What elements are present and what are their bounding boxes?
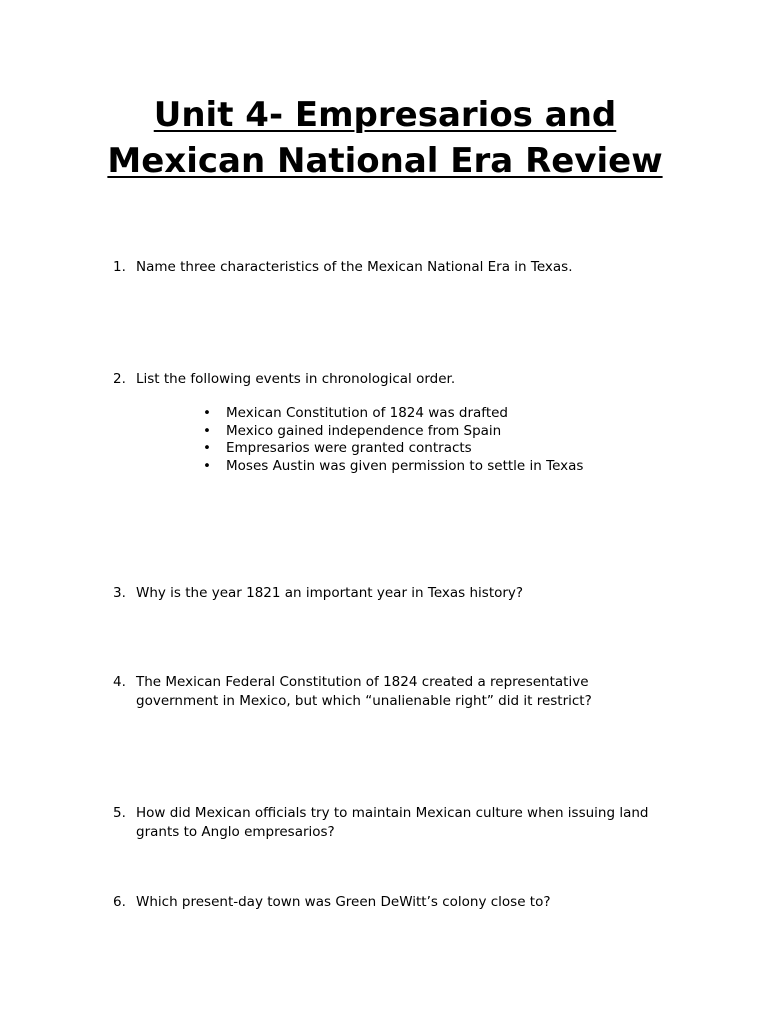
- question-text: Why is the year 1821 an important year in Texas history?: [136, 585, 524, 601]
- list-item: [200, 423, 620, 441]
- question-number: 6.: [113, 894, 126, 910]
- event-text: Mexican Constitution of 1824 was drafted: [226, 405, 508, 421]
- title-line-2: Mexican National Era Review: [107, 141, 663, 181]
- title-line-1: Unit 4- Empresarios and: [153, 95, 617, 135]
- list-item: [200, 405, 620, 423]
- event-text: Empresarios were granted contracts: [226, 440, 472, 456]
- question-number: 5.: [113, 805, 126, 821]
- bullet-icon: •: [203, 405, 211, 421]
- question-text: The Mexican Federal Constitution of 1824 created a representative government in Mexico, but which “unalienable right” did it restrict?: [136, 674, 592, 709]
- list-item: [200, 458, 620, 476]
- question-text: List the following events in chronological order.: [136, 371, 456, 387]
- question-text: Name three characteristics of the Mexican National Era in Texas.: [136, 259, 573, 275]
- question-number: 3.: [113, 585, 126, 601]
- question-5: [113, 804, 673, 841]
- question-4: [113, 673, 673, 710]
- bullet-icon: •: [203, 440, 211, 456]
- bullet-icon: •: [203, 457, 211, 474]
- event-text: Mexico gained independence from Spain: [226, 422, 502, 439]
- question-1: [113, 258, 673, 277]
- question-text: Which present-day town was Green DeWitt’s colony close to?: [136, 894, 551, 910]
- event-text: Moses Austin was given permission to settle in Texas: [226, 457, 584, 474]
- question-number: 2.: [113, 371, 126, 387]
- question-2: [113, 370, 673, 389]
- question-number: 1.: [113, 259, 126, 275]
- page-title: [0, 92, 770, 184]
- question-number: 4.: [113, 674, 126, 690]
- bullet-icon: •: [203, 422, 211, 439]
- question-3: [113, 584, 673, 603]
- question-text: How did Mexican officials try to maintain Mexican culture when issuing land grants to Anglo empresarios?: [136, 805, 649, 840]
- list-item: [200, 440, 620, 458]
- events-list: [200, 405, 620, 475]
- question-6: [113, 893, 673, 912]
